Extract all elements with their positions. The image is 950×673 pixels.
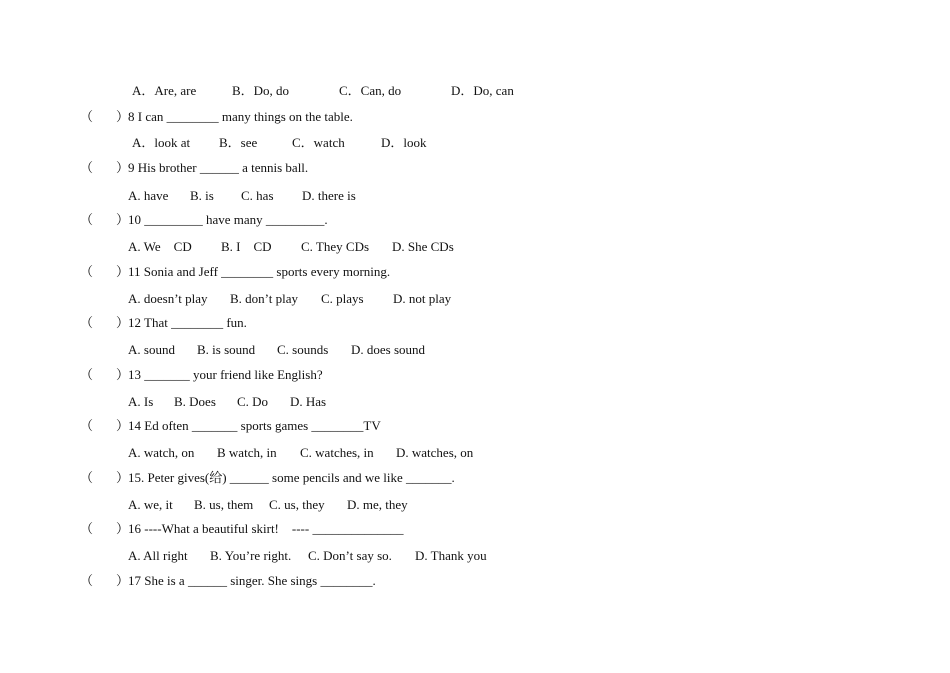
option-b: B. is sound bbox=[197, 342, 256, 357]
answer-bracket-open: （ bbox=[80, 212, 94, 227]
option-c: C. They CDs bbox=[301, 239, 370, 254]
option-b: B. Does bbox=[174, 394, 216, 409]
option-a: A. have bbox=[128, 188, 169, 203]
option-c: C. us, they bbox=[269, 497, 325, 512]
option-d: D. me, they bbox=[347, 497, 408, 512]
option-c: C. sounds bbox=[277, 342, 329, 357]
option-a: A. we, it bbox=[128, 497, 173, 512]
answer-bracket-close: ） bbox=[116, 315, 130, 330]
answer-bracket-close: ） bbox=[116, 573, 130, 588]
option-d: D．Do, can bbox=[451, 83, 514, 98]
option-a: A．Are, are bbox=[132, 83, 197, 98]
answer-bracket-close: ） bbox=[116, 367, 130, 382]
answer-bracket-close: ） bbox=[116, 264, 130, 279]
option-b: B. You’re right. bbox=[210, 548, 292, 563]
option-c: C．watch bbox=[292, 135, 345, 150]
option-d: D. there is bbox=[302, 188, 356, 203]
answer-bracket-close: ） bbox=[116, 160, 130, 175]
option-d: D. She CDs bbox=[392, 239, 454, 254]
option-c: C．Can, do bbox=[339, 83, 402, 98]
question-text: 14 Ed often _______ sports games ________TV bbox=[128, 418, 381, 433]
option-b: B．Do, do bbox=[232, 83, 290, 98]
question-text: 15. Peter gives(给) ______ some pencils and we like _______. bbox=[128, 470, 455, 485]
option-a: A. We CD bbox=[128, 239, 192, 254]
answer-bracket-open: （ bbox=[80, 521, 94, 536]
option-d: D. Thank you bbox=[415, 548, 487, 563]
answer-bracket-close: ） bbox=[116, 470, 130, 485]
option-b: B. I CD bbox=[221, 239, 272, 254]
option-a: A. doesn’t play bbox=[128, 291, 208, 306]
question-text: 13 _______ your friend like English? bbox=[128, 367, 323, 382]
question-text: 11 Sonia and Jeff ________ sports every morning. bbox=[128, 264, 391, 279]
option-b: B. don’t play bbox=[230, 291, 299, 306]
answer-bracket-open: （ bbox=[80, 367, 94, 382]
option-b: B watch, in bbox=[217, 445, 277, 460]
answer-bracket-open: （ bbox=[80, 315, 94, 330]
answer-bracket-close: ） bbox=[116, 521, 130, 536]
option-d: D. watches, on bbox=[396, 445, 474, 460]
answer-bracket-open: （ bbox=[80, 470, 94, 485]
option-c: C. has bbox=[241, 188, 274, 203]
option-d: D. not play bbox=[393, 291, 452, 306]
option-d: D．look bbox=[381, 135, 427, 150]
option-c: C. watches, in bbox=[300, 445, 374, 460]
option-c: C. plays bbox=[321, 291, 364, 306]
option-b: B. is bbox=[190, 188, 214, 203]
question-text: 10 _________ have many _________. bbox=[128, 212, 328, 227]
option-c: C. Don’t say so. bbox=[308, 548, 392, 563]
question-text: 9 His brother ______ a tennis ball. bbox=[128, 160, 309, 175]
answer-bracket-open: （ bbox=[80, 264, 94, 279]
answer-bracket-close: ） bbox=[116, 418, 130, 433]
option-d: D. does sound bbox=[351, 342, 426, 357]
option-a: A. All right bbox=[128, 548, 188, 563]
answer-bracket-close: ） bbox=[116, 212, 130, 227]
answer-bracket-close: ） bbox=[116, 109, 130, 124]
option-a: A. Is bbox=[128, 394, 154, 409]
answer-bracket-open: （ bbox=[80, 160, 94, 175]
option-a: A．look at bbox=[132, 135, 191, 150]
option-d: D. Has bbox=[290, 394, 327, 409]
question-text: 17 She is a ______ singer. She sings ________. bbox=[128, 573, 376, 588]
option-a: A. watch, on bbox=[128, 445, 195, 460]
option-a: A. sound bbox=[128, 342, 175, 357]
question-text: 8 I can ________ many things on the table. bbox=[128, 109, 353, 124]
answer-bracket-open: （ bbox=[80, 418, 94, 433]
option-b: B．see bbox=[219, 135, 258, 150]
option-c: C. Do bbox=[237, 394, 269, 409]
question-text: 16 ----What a beautiful skirt! ---- ______________ bbox=[128, 521, 404, 536]
option-b: B. us, them bbox=[194, 497, 254, 512]
answer-bracket-open: （ bbox=[80, 573, 94, 588]
answer-bracket-open: （ bbox=[80, 109, 94, 124]
question-text: 12 That ________ fun. bbox=[128, 315, 247, 330]
